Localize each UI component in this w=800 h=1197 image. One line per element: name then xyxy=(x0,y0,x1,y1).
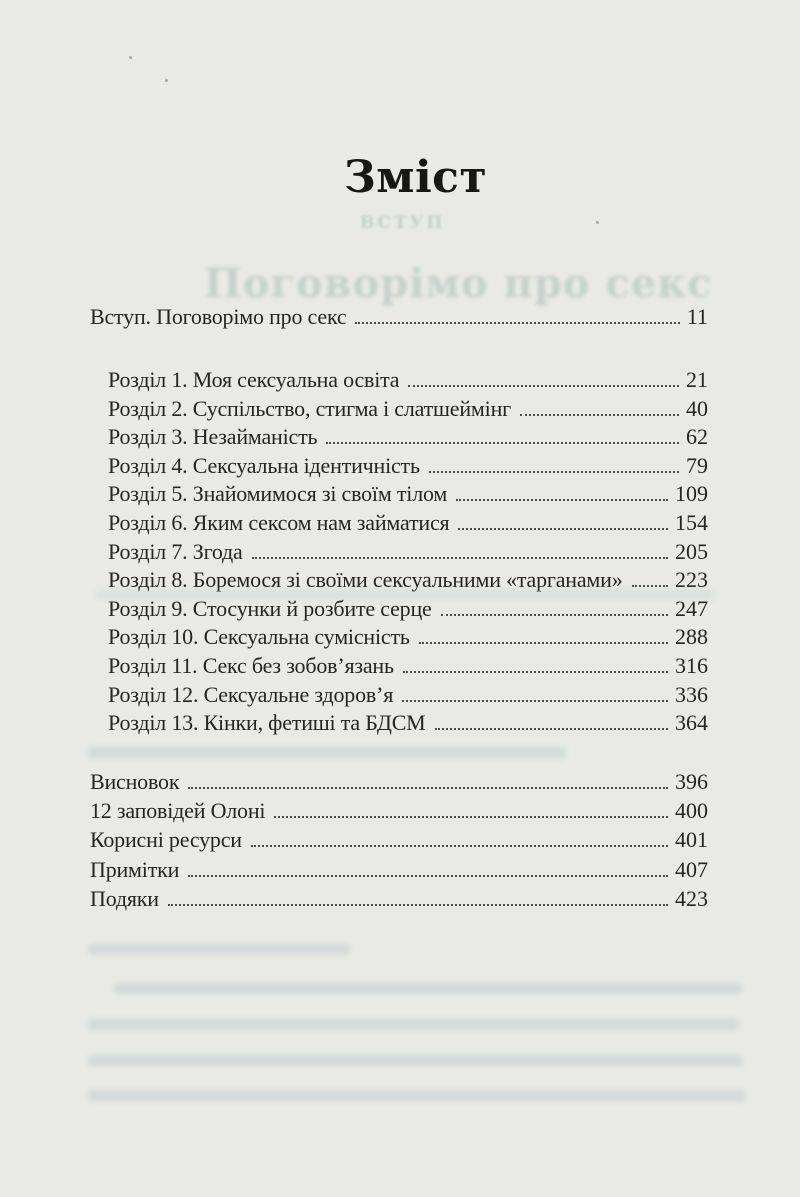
ghost-section-label: ВСТУП xyxy=(360,213,446,233)
toc-entry-label: Розділ 2. Суспільство, стигма і слатшеймінг xyxy=(108,395,511,421)
toc-backmatter xyxy=(90,767,708,913)
toc-chapters xyxy=(90,366,708,738)
toc-entry-page: 247 xyxy=(675,595,708,621)
toc-entry-page: 423 xyxy=(675,885,708,911)
toc-entry-page: 205 xyxy=(675,538,708,564)
toc-entry-label: Розділ 1. Моя сексуальна освіта xyxy=(108,367,400,392)
toc-entry-page: 400 xyxy=(675,798,708,824)
toc-entry xyxy=(90,884,708,913)
dot-leader xyxy=(188,875,668,877)
dot-leader xyxy=(188,787,668,789)
ghost-text-line xyxy=(88,1090,746,1101)
dot-leader xyxy=(326,442,679,444)
toc-entry-label: Розділ 6. Яким сексом нам займатися xyxy=(108,509,450,535)
toc-entry xyxy=(90,652,708,681)
toc-entry-page: 407 xyxy=(675,856,708,882)
toc-entry-page: 62 xyxy=(686,424,708,450)
dot-leader xyxy=(355,322,679,324)
dust-speck xyxy=(165,79,168,82)
toc-entry-label: Розділ 8. Боремося зі своїми сексуальними «тарганами» xyxy=(108,567,623,593)
toc-entry-page: 109 xyxy=(675,481,708,507)
toc-entry-label: Корисні ресурси xyxy=(90,827,242,853)
toc-entry-label: Висновок xyxy=(90,769,180,794)
page-title: Зміст xyxy=(344,152,488,203)
toc-entry xyxy=(90,480,708,509)
ghost-text-line xyxy=(88,747,566,758)
toc-entry-page: 396 xyxy=(675,769,708,794)
toc-entry xyxy=(90,767,708,796)
ghost-text-line xyxy=(88,944,350,955)
dot-leader xyxy=(419,642,668,644)
dot-leader xyxy=(274,816,668,818)
dot-leader xyxy=(520,414,679,416)
dot-leader xyxy=(402,700,668,702)
toc-entry-page: 364 xyxy=(675,710,708,736)
dust-speck xyxy=(129,56,132,59)
dot-leader xyxy=(429,471,679,473)
toc-entry-label: Розділ 4. Сексуальна ідентичність xyxy=(108,452,420,478)
toc-entry-label: Подяки xyxy=(90,885,159,911)
toc-entry-label: Розділ 10. Сексуальна сумісність xyxy=(108,624,410,650)
toc-entry xyxy=(90,423,708,452)
dust-speck xyxy=(596,221,599,224)
toc-entry-label: Примітки xyxy=(90,856,180,882)
toc-entry-page: 223 xyxy=(675,567,708,593)
toc-entry-label: 12 заповідей Олоні xyxy=(90,798,266,824)
toc-entry-page: 40 xyxy=(686,395,708,421)
toc-entry-page: 11 xyxy=(686,304,708,329)
dot-leader xyxy=(403,671,668,673)
toc-entry xyxy=(90,366,708,395)
dot-leader xyxy=(441,614,668,616)
toc-entry-label: Розділ 9. Стосунки й розбите серце xyxy=(108,595,432,621)
toc-entry-label: Розділ 7. Згода xyxy=(108,538,243,564)
toc-entry-label: Розділ 13. Кінки, фетиші та БДСМ xyxy=(108,710,426,736)
ghost-section-heading: Поговорімо про секс xyxy=(204,260,713,307)
toc-entry-page: 154 xyxy=(675,509,708,535)
dot-leader xyxy=(458,528,668,530)
dot-leader xyxy=(456,499,668,501)
toc-entry-label: Розділ 3. Незайманість xyxy=(108,424,318,450)
toc-entry xyxy=(90,709,708,738)
toc-entry xyxy=(90,452,708,481)
toc-entry-page: 288 xyxy=(675,624,708,650)
toc-entry-page: 316 xyxy=(675,652,708,678)
toc-entry xyxy=(90,395,708,424)
toc-entry-page: 336 xyxy=(675,681,708,707)
ghost-text-line xyxy=(95,589,715,600)
dot-leader xyxy=(252,557,668,559)
toc-intro xyxy=(90,303,708,332)
toc-entry-label: Розділ 5. Знайомимося зі своїм тілом xyxy=(108,481,448,507)
toc-entry xyxy=(90,623,708,652)
toc-entry-label: Вступ. Поговорімо про секс xyxy=(90,304,347,329)
dot-leader xyxy=(251,845,668,847)
toc-entry-label: Розділ 11. Секс без зобов’язань xyxy=(108,652,394,678)
toc-entry-page: 401 xyxy=(675,827,708,853)
dot-leader xyxy=(632,585,668,587)
toc-entry xyxy=(90,509,708,538)
toc-entry xyxy=(90,303,708,332)
ghost-text-line xyxy=(88,1055,743,1066)
toc-entry xyxy=(90,538,708,567)
ghost-text-line xyxy=(88,1019,740,1030)
toc-entry xyxy=(90,825,708,854)
dot-leader xyxy=(408,385,679,387)
dot-leader xyxy=(168,904,668,906)
toc-entry-page: 79 xyxy=(686,452,708,478)
dot-leader xyxy=(435,728,668,730)
ghost-text-line xyxy=(114,983,742,994)
toc-entry xyxy=(90,796,708,825)
toc-entry xyxy=(90,855,708,884)
toc-entry-label: Розділ 12. Сексуальне здоров’я xyxy=(108,681,394,707)
toc-entry-page: 21 xyxy=(686,367,708,392)
toc-entry xyxy=(90,681,708,710)
